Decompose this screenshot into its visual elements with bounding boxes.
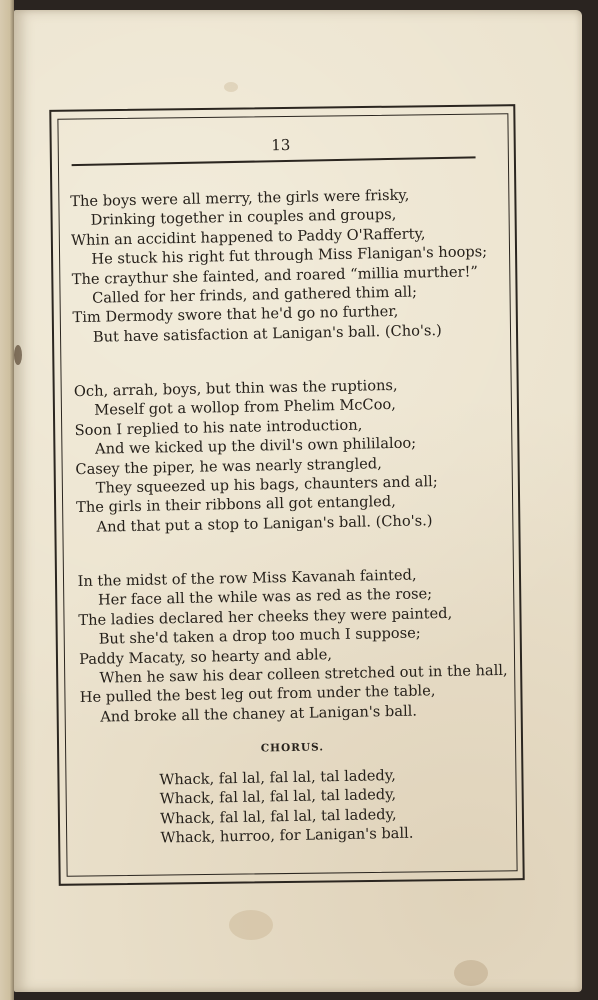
page-content [55,112,520,879]
header-rule [72,156,476,166]
verse-line: The girls in their ribbons all got entangled, [76,493,396,517]
verse-line: Whin an accidint happened to Paddy O'Rafferty, [70,225,426,249]
verse-line: But have satisfaction at Lanigan's ball. (Cho's.) [92,321,442,346]
verse-line: The craythur she fainted, and roared “millia murther!” [71,262,479,288]
paper-stain [224,82,238,92]
verse-line: He stuck his right fut through Miss Flanigan's hoops; [91,243,488,268]
chorus-line: Whack, hurroo, for Lanigan's ball. [160,824,414,847]
paper-stain [454,960,488,986]
stanza-1 [70,184,503,347]
verse-line: Paddy Macaty, so hearty and able, [78,645,333,668]
verse-line: In the midst of the row Miss Kavanah fainted, [77,566,417,591]
verse-line: Drinking together in couples and groups, [90,206,397,230]
page-number: 13 [271,135,291,155]
verse-line: Meself got a wollop from Phelim McCoo, [94,396,397,420]
stanza-3 [77,564,510,727]
paper-stain [229,910,273,940]
verse-line: The ladies declared her cheeks they were painted, [78,604,453,629]
verse-line: He pulled the best leg out from under the table, [79,682,436,707]
chorus-line: Whack, fal lal, fal lal, tal ladedy, [159,786,397,808]
verse-line: And that put a stop to Lanigan's ball. (Cho's.) [96,512,433,536]
verse-line: The boys were all merry, the girls were frisky, [70,186,410,211]
verse-line: They squeezed up his bags, chaunters and all; [95,473,438,497]
paper-stain [14,345,22,365]
verse-line: Her face all the while was as red as the rose; [97,585,433,610]
verse-line: Tim Dermody swore that he'd go no further, [72,303,399,327]
chorus [81,764,512,850]
verse-line: And we kicked up the divil's own phililaloo; [94,434,417,458]
stanza-2 [74,374,507,537]
verse-line: And broke all the chaney at Lanigan's ball. [100,702,418,726]
verse-line: But she'd taken a drop too much I suppose; [98,624,421,648]
chorus-line: Whack, fal lal, fal lal, tal ladedy, [159,766,396,789]
verse-line: Called for her frinds, and gathered thim all; [92,283,418,307]
verse-line: Casey the piper, he was nearly strangled, [75,454,382,478]
facing-page-edge [0,0,14,1000]
chorus-heading: CHORUS. [260,741,325,755]
verse-line: Och, arrah, boys, but thin was the ruptions, [73,376,398,401]
verse-line: Soon I replied to his nate introduction, [74,416,363,439]
chorus-line: Whack, fal lal, fal lal, tal ladedy, [160,805,397,828]
verse-line: When he saw his dear colleen stretched out in the hall, [99,661,508,687]
